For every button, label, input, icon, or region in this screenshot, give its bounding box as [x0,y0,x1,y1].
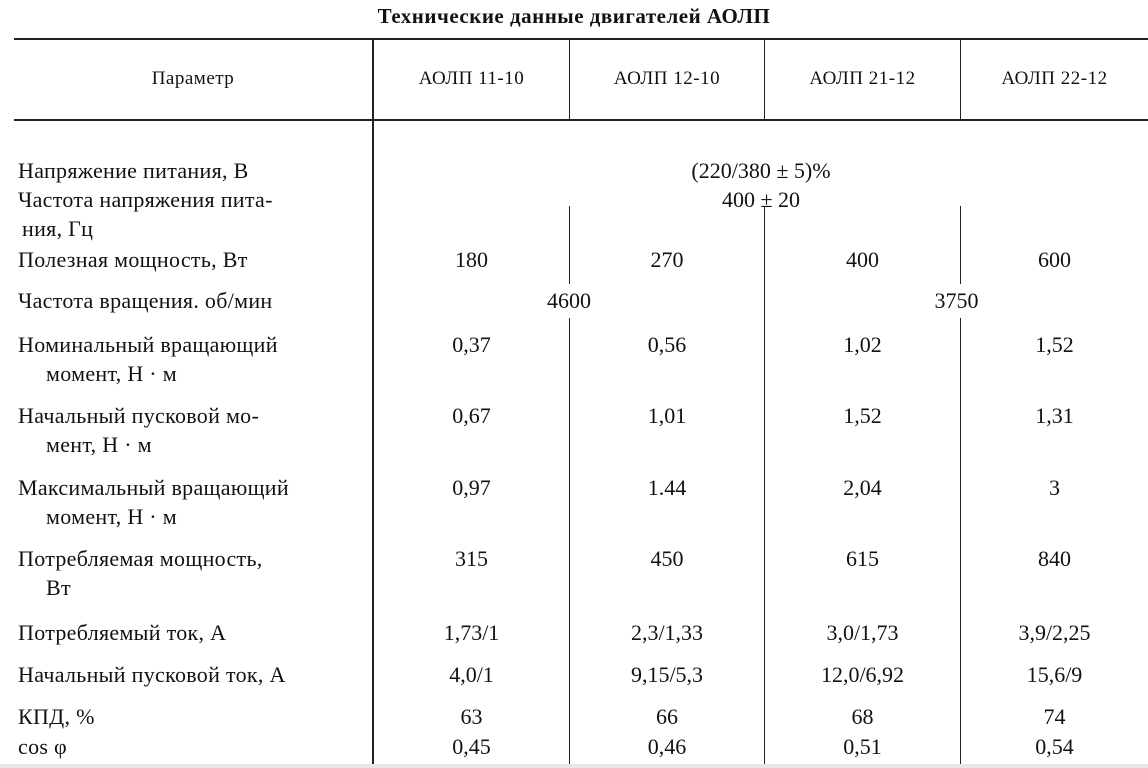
row-label-cont: момент, Н · м [46,361,177,386]
header-rule [14,119,1148,121]
table-cell: 270 [650,247,684,272]
row-label-cont: Вт [46,575,71,600]
row-label: Частота напряжения пита- [18,187,273,212]
table-cell: 66 [656,704,678,729]
table-cell: 450 [650,546,684,571]
header-parameter: Параметр [151,68,235,89]
table-title: Технические данные двигателей АОЛП [377,4,771,28]
col-divider-2-lower [569,206,570,284]
table-cell: 1.44 [647,475,687,500]
row-label: Частота вращения. об/мин [18,288,273,313]
table-cell: 840 [1038,546,1071,571]
voltage-spanned-value: (220/380 ± 5)% [691,158,831,183]
table-cell: 180 [455,247,488,272]
table-cell: 3,0/1,73 [826,620,899,645]
table-cell: 1,52 [1035,332,1074,357]
row-label: Потребляемая мощность, [18,546,263,571]
table-cell: 1,73/1 [443,620,500,645]
table-cell: 0,97 [452,475,491,500]
table-cell: 400 [846,247,879,272]
top-rule [14,38,1148,40]
table-cell: 12,0/6,92 [820,662,905,687]
table-cell: 1,01 [647,403,687,428]
row-label: КПД, % [18,704,95,729]
table-cell: 74 [1043,704,1066,729]
col-divider-1 [372,39,374,764]
frequency-spanned-value: 400 ± 20 [721,187,801,212]
table-cell: 1,52 [843,403,882,428]
row-label-cont: момент, Н · м [46,504,177,529]
table-cell: 600 [1038,247,1071,272]
col-divider-2-bottom [569,318,570,764]
row-label: Максимальный вращающий [18,475,289,500]
table-cell: 2,3/1,33 [630,620,704,645]
table-cell: 0,56 [647,332,687,357]
table-cell: 9,15/5,3 [630,662,704,687]
row-label: cos φ [18,734,68,759]
table-cell: 0,37 [452,332,491,357]
speed-value-left: 4600 [547,288,591,313]
row-label-cont: ния, Гц [22,216,94,241]
table-cell: 1,02 [843,332,882,357]
table-cell: 3,9/2,25 [1018,620,1091,645]
speed-value-right: 3750 [934,288,979,313]
header-aolp-11-10: АОЛП 11-10 [418,68,525,89]
row-label: Начальный пусковой ток, А [18,662,286,687]
table-cell: 1,31 [1035,403,1074,428]
row-label: Полезная мощность, Вт [18,247,248,272]
table-cell: 0,51 [843,734,882,759]
table-cell: 63 [460,704,483,729]
table-cell: 0,54 [1035,734,1074,759]
table-cell: 0,67 [452,403,491,428]
row-label: Потребляемый ток, А [18,620,227,645]
col-divider-4-lower [960,206,961,284]
header-aolp-22-12: АОЛП 22-12 [1001,68,1108,89]
table-cell: 15,6/9 [1026,662,1083,687]
table-cell: 68 [851,704,874,729]
header-aolp-12-10: АОЛП 12-10 [613,68,721,89]
row-label-cont: мент, Н · м [46,432,152,457]
table-cell: 615 [846,546,879,571]
row-label: Номинальный вращающий [18,332,278,357]
table-cell: 0,46 [647,734,687,759]
row-label: Начальный пусковой мо- [18,403,260,428]
header-aolp-21-12: АОЛП 21-12 [809,68,916,89]
table-cell: 0,45 [452,734,491,759]
page-edge [0,764,1148,768]
row-label: Напряжение питания, В [18,158,249,183]
table-cell: 4,0/1 [449,662,494,687]
table-cell: 3 [1049,475,1060,500]
table-cell: 315 [455,546,488,571]
col-divider-4-bottom [960,318,961,764]
table-cell: 2,04 [843,475,882,500]
